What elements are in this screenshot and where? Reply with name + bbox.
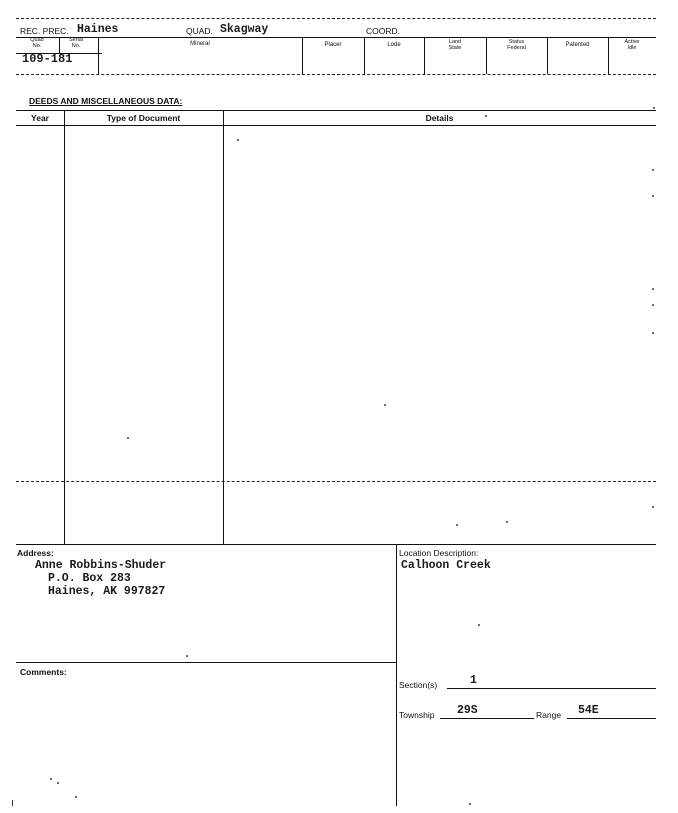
scan-speck [652, 304, 654, 306]
scan-speck [456, 524, 458, 526]
deeds-dashed-rule [16, 481, 656, 482]
scan-speck [506, 521, 508, 523]
col-mineral: Mineral [190, 41, 210, 47]
scan-speck [652, 169, 654, 171]
scan-speck [653, 107, 655, 109]
col-serial-no: Serial No. [68, 37, 84, 49]
deeds-col-divider [223, 110, 224, 544]
scan-speck [652, 506, 654, 508]
quad-no-value: 109-181 [22, 52, 73, 66]
top-dashed-rule [16, 18, 656, 19]
scan-speck [485, 115, 487, 117]
col-quad-no: Quad No. [30, 37, 44, 49]
coord-label: COORD. [366, 26, 400, 36]
address-line: P.O. Box 283 [48, 572, 131, 585]
address-label: Address: [17, 548, 54, 558]
comments-label: Comments: [20, 667, 67, 677]
rec-prec-label: REC. PREC. [20, 26, 69, 36]
scan-speck [50, 778, 52, 780]
col-land-state: Land State [448, 39, 462, 51]
quad-label: QUAD. [186, 26, 213, 36]
scan-speck [384, 404, 386, 406]
col-year: Year [31, 113, 49, 123]
claims-bottom-dashed-rule [16, 74, 656, 75]
section-value: 1 [470, 674, 477, 687]
location-description-label: Location Description: [399, 548, 479, 558]
col-lode: Lode [387, 42, 401, 48]
col-patented: Patented [565, 42, 590, 48]
township-label: Township [399, 710, 435, 720]
rec-prec-value: Haines [77, 23, 119, 36]
scan-speck [57, 782, 59, 784]
address-line: Haines, AK 997827 [48, 585, 166, 598]
lower-section-top-rule [16, 544, 656, 545]
range-fill-line [567, 718, 656, 719]
deeds-section-title: DEEDS AND MISCELLANEOUS DATA: [29, 96, 183, 106]
scan-speck [75, 796, 77, 798]
address-line: Anne Robbins-Shuder [35, 559, 167, 572]
scan-speck [237, 139, 239, 141]
scan-speck [186, 655, 188, 657]
deeds-top-rule [16, 110, 656, 111]
township-fill-line [440, 718, 534, 719]
range-label: Range [536, 710, 562, 720]
scan-speck [127, 437, 129, 439]
scan-speck [478, 624, 480, 626]
scan-mark [12, 800, 13, 806]
township-value: 29S [457, 704, 478, 717]
quad-value: Skagway [220, 23, 269, 36]
comments-top-rule [16, 662, 396, 663]
col-status-federal: Status Federal [507, 39, 526, 51]
lower-section-divider [396, 544, 397, 806]
range-value: 54E [578, 704, 599, 717]
claims-col-divider [59, 37, 60, 53]
section-fill-line [447, 688, 656, 689]
col-placer: Placer [324, 42, 342, 48]
location-description-value: Calhoon Creek [401, 559, 491, 572]
col-active-idle: Active Idle [624, 39, 640, 51]
scan-speck [469, 803, 471, 805]
col-details: Details [425, 113, 454, 123]
scan-speck [652, 195, 654, 197]
scan-speck [652, 288, 654, 290]
col-type-of-document: Type of Document [106, 113, 181, 123]
header-rule [16, 37, 656, 38]
scan-speck [652, 332, 654, 334]
deeds-header-rule [16, 125, 656, 126]
deeds-col-divider [64, 110, 65, 544]
section-label: Section(s) [399, 680, 438, 690]
